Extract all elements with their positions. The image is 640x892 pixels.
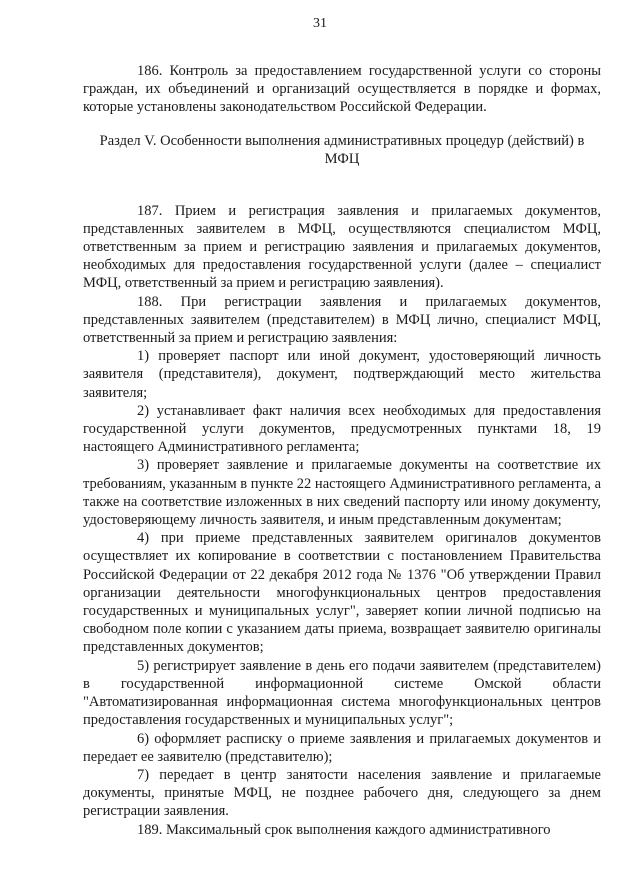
section-title: Раздел V. Особенности выполнения административных процедур (действий) в МФЦ [99, 132, 585, 167]
page-number: 31 [313, 16, 327, 31]
list-item: 1) проверяет паспорт или иной документ, удостоверяющий личность заявителя (представителя), документ, подтверждающий место жительства заявителя; [83, 348, 601, 401]
document-body [83, 62, 601, 839]
list-item: 4) при приеме представленных заявителем оригиналов документов осуществляет их копирование в соответствии с постановлением Правительства Российской Федерации от 22 декабря 2012 года № 1376 "Об утверждении Правил организации деятельности многофункциональных центров предоставления государственных и муниципальных услуг", заверяет копии личной подписью на свободном поле копии с указанием даты приема, возвращает заявителю оригиналы представленных документов; [83, 530, 601, 656]
paragraph-187: 187. Прием и регистрация заявления и прилагаемых документов, представленных заявителем в МФЦ, осуществляются специалистом МФЦ, ответственным за прием и регистрацию заявления и прилагаемых документов, необходимых для предоставления государственной услуги (далее – специалист МФЦ, ответственный за прием и регистрацию заявления). [83, 202, 601, 292]
section-gap [83, 184, 601, 202]
list-item: 7) передает в центр занятости населения заявление и прилагаемые документы, принятые МФЦ, не позднее рабочего дня, следующего за днем регистрации заявления. [83, 766, 601, 820]
paragraph-186: 186. Контроль за предоставлением государственной услуги со стороны граждан, их объединений и организаций осуществляется в порядке и формах, которые установлены законодательством Российской Федерации. [83, 63, 601, 116]
list-item: 5) регистрирует заявление в день его подачи заявителем (представителем) в государственной информационной системе Омской области "Автоматизированная информационная система многофункциональных центров предоставления государственных и муниципальных услуг"; [83, 657, 601, 729]
list-item: 2) устанавливает факт наличия всех необходимых для предоставления государственной услуги документов, предусмотренных пунктами 18, 19 настоящего Административного регламента; [83, 402, 601, 456]
paragraph-189: 189. Максимальный срок выполнения каждого административного [137, 821, 551, 838]
list-item: 3) проверяет заявление и прилагаемые документы на соответствие их требованиям, указанным в пункте 22 настоящего Административного регламента, а также на соответствие изложенных в них сведений паспорту или иному документу, удостоверяющему личность заявителя, и иным представленным документам; [83, 457, 601, 529]
paragraph-188: 188. При регистрации заявления и прилагаемых документов, представленных заявителем (представителем) в МФЦ лично, специалист МФЦ, ответственный за прием и регистрацию заявления: [83, 293, 601, 347]
list-item: 6) оформляет расписку о приеме заявления и прилагаемых документов и передает ее заявителю (представителю); [83, 730, 601, 765]
